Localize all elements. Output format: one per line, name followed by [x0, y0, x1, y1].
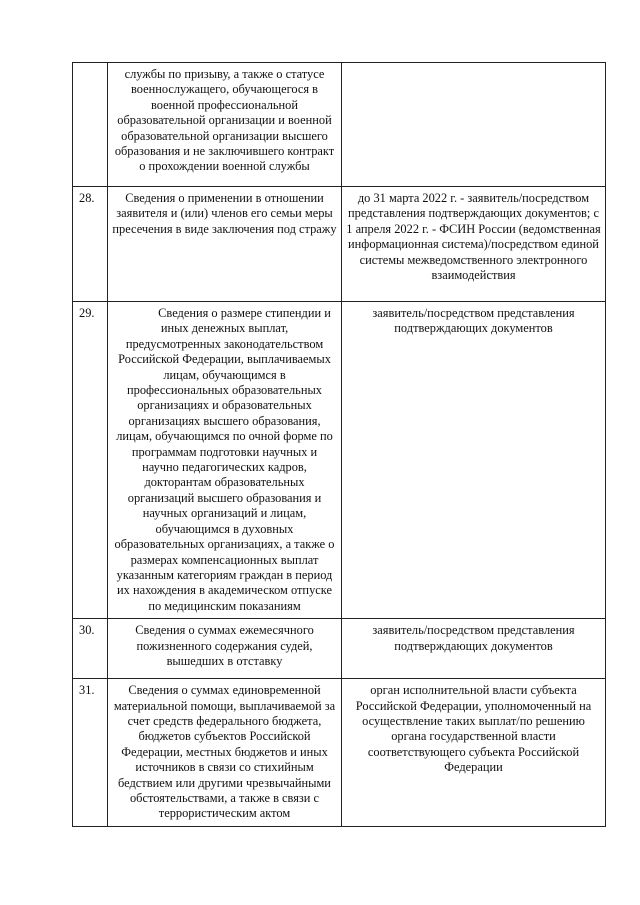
source-cell: до 31 марта 2022 г. - заявитель/посредством представления подтверждающих документов; с 1 апреля 2022 г. - ФСИН России (ведомственная информационная система)/посредством единой системы межведомственного электронного взаимодействия — [342, 187, 606, 302]
source-cell: заявитель/посредством представления подтверждающих документов — [342, 619, 606, 679]
table-row — [73, 619, 606, 679]
row-number: 28. — [73, 187, 108, 302]
info-text: Сведения о размере стипендии и иных денежных выплат, предусмотренных законодательством Российской Федерации, выплачиваемых лицам, обучающимся в профессиональных образовательных организациях и образовательных организациях высшего образования, лицам, обучающимся по очной форме по программам подготовки научных и научно педагогических кадров, докторантам образовательных организаций высшего образования и научных организаций и лицам, обучающимся в духовных образовательных организациях, а также о размерах компенсационных выплат указанным категориям граждан в период их нахождения в академическом отпуске по медицинским показаниям — [114, 306, 335, 613]
row-number — [73, 63, 108, 187]
info-cell: Сведения о применении в отношении заявителя и (или) членов его семьи меры пресечения в виде заключения под стражу — [108, 187, 342, 302]
row-number: 30. — [73, 619, 108, 679]
row-number: 31. — [73, 679, 108, 827]
info-cell: службы по призыву, а также о статусе военнослужащего, обучающегося в военной профессиональной образовательной организации и военной образовательной организации высшего образования и не заключившего контракт о прохождении военной службы — [108, 63, 342, 187]
source-cell: орган исполнительной власти субъекта Российской Федерации, уполномоченный на осуществление таких выплат/по решению органа государственной власти соответствующего субъекта Российской Федерации — [342, 679, 606, 827]
info-cell: Сведения о суммах ежемесячного пожизненного содержания судей, вышедших в отставку — [108, 619, 342, 679]
table-row — [73, 187, 606, 302]
row-number: 29. — [73, 302, 108, 619]
document-table — [72, 62, 606, 827]
table-row — [73, 679, 606, 827]
source-cell — [342, 63, 606, 187]
info-cell: Сведения о суммах единовременной материальной помощи, выплачиваемой за счет средств федерального бюджета, бюджетов субъектов Российской Федерации, местных бюджетов и иных источников в связи со стихийным бедствием или другими чрезвычайными обстоятельствами, а также в связи с террористическим актом — [108, 679, 342, 827]
table-row — [73, 63, 606, 187]
source-cell: заявитель/посредством представления подтверждающих документов — [342, 302, 606, 619]
info-cell — [108, 302, 342, 619]
table-row — [73, 302, 606, 619]
